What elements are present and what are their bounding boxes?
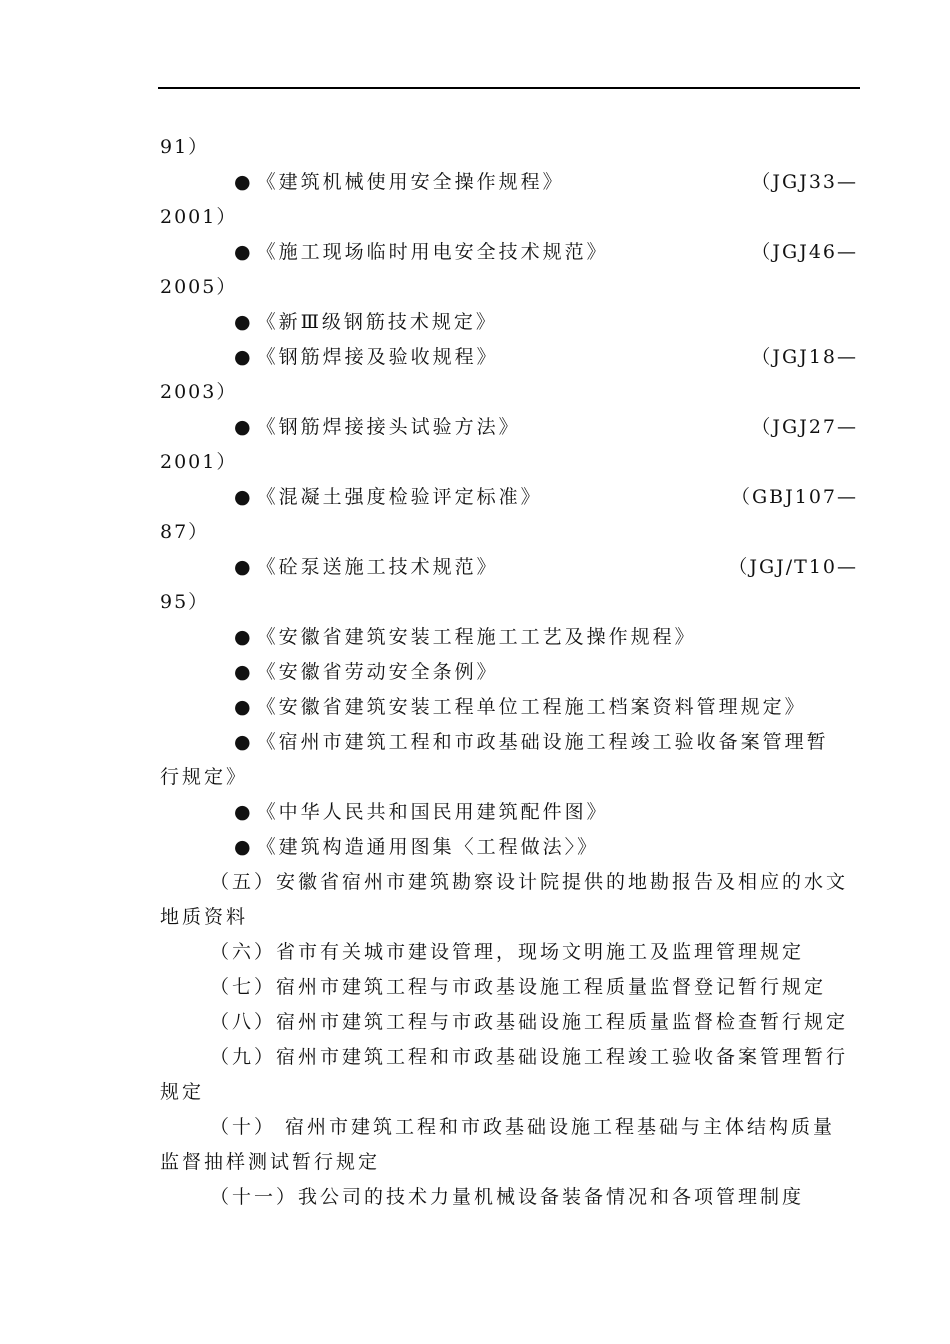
bullet-icon: ● xyxy=(234,416,251,438)
standard-title: 《钢筋焊接接头试验方法》 xyxy=(256,416,521,438)
continuation-line xyxy=(160,273,858,301)
standard-title: 《混凝土强度检验评定标准》 xyxy=(256,486,543,508)
list-item xyxy=(234,483,858,511)
bullet-icon: ● xyxy=(234,556,251,578)
text: （八）宿州市建筑工程与市政基础设施工程质量监督检查暂行规定 xyxy=(210,1011,849,1033)
continuation-line xyxy=(160,903,858,931)
continuation-line xyxy=(160,518,858,546)
continuation-line xyxy=(160,378,858,406)
text: （九）宿州市建筑工程和市政基础设施工程竣工验收备案管理暂行 xyxy=(210,1046,849,1068)
bullet-icon: ● xyxy=(234,801,251,823)
paragraph-item xyxy=(210,938,858,966)
standard-title: 《钢筋焊接及验收规程》 xyxy=(256,346,499,368)
text: （十） 宿州市建筑工程和市政基础设施工程基础与主体结构质量 xyxy=(210,1116,836,1138)
list-item xyxy=(234,693,858,721)
continuation-line xyxy=(160,1148,858,1176)
list-item xyxy=(234,623,858,651)
continuation-line xyxy=(160,763,858,791)
list-item xyxy=(234,798,858,826)
bullet-icon: ● xyxy=(234,696,251,718)
text: （十一）我公司的技术力量机械设备装备情况和各项管理制度 xyxy=(210,1186,805,1208)
bullet-icon: ● xyxy=(234,346,251,368)
standard-code: （GBJ107— xyxy=(730,486,858,508)
list-item xyxy=(234,553,858,581)
continuation-line xyxy=(160,588,858,616)
text: 2003） xyxy=(160,381,238,403)
text: 行规定》 xyxy=(160,766,249,788)
paragraph-item xyxy=(210,973,858,1001)
list-item xyxy=(234,343,858,371)
bullet-icon: ● xyxy=(234,486,251,508)
bullet-icon: ● xyxy=(234,626,251,648)
bullet-icon: ● xyxy=(234,661,251,683)
standard-code: （JGJ18— xyxy=(751,346,858,368)
continuation-line xyxy=(160,1078,858,1106)
bullet-icon: ● xyxy=(234,731,251,753)
text: 91） xyxy=(160,136,210,158)
text: 规定 xyxy=(160,1081,205,1103)
standard-title: 《安徽省劳动安全条例》 xyxy=(256,661,499,683)
standard-title: 《砼泵送施工技术规范》 xyxy=(256,556,499,578)
standard-title: 《中华人民共和国民用建筑配件图》 xyxy=(256,801,609,823)
standard-code: （JGJ/T10— xyxy=(728,556,858,578)
text: 2005） xyxy=(160,276,238,298)
text: 地质资料 xyxy=(160,906,249,928)
bullet-icon: ● xyxy=(234,241,251,263)
standard-title: 《施工现场临时用电安全技术规范》 xyxy=(256,241,609,263)
continuation-line xyxy=(160,448,858,476)
standard-title: 《安徽省建筑安装工程施工工艺及操作规程》 xyxy=(256,626,697,648)
paragraph-item xyxy=(210,1008,858,1036)
list-item xyxy=(234,238,858,266)
bullet-icon: ● xyxy=(234,836,251,858)
paragraph-item xyxy=(210,868,858,896)
bullet-icon: ● xyxy=(234,311,251,333)
text: （六）省市有关城市建设管理，现场文明施工及监理管理规定 xyxy=(210,941,805,963)
paragraph-item xyxy=(210,1183,858,1211)
standard-code: （JGJ33— xyxy=(751,171,858,193)
list-item xyxy=(234,728,858,756)
paragraph-item xyxy=(210,1113,858,1141)
standard-code: （JGJ27— xyxy=(751,416,858,438)
list-item xyxy=(234,833,858,861)
standard-title: 《新Ⅲ级钢筋技术规定》 xyxy=(256,311,498,333)
standard-title: 《安徽省建筑安装工程单位工程施工档案资料管理规定》 xyxy=(256,696,807,718)
list-item xyxy=(234,413,858,441)
text: 95） xyxy=(160,591,210,613)
text: 2001） xyxy=(160,451,238,473)
header-rule xyxy=(158,87,860,89)
text: （七）宿州市建筑工程与市政基设施工程质量监督登记暂行规定 xyxy=(210,976,827,998)
list-item xyxy=(234,168,858,196)
text: 2001） xyxy=(160,206,238,228)
paragraph-item xyxy=(210,1043,858,1071)
bullet-icon: ● xyxy=(234,171,251,193)
continuation-line xyxy=(160,133,858,161)
list-item xyxy=(234,658,858,686)
standard-title: 《宿州市建筑工程和市政基础设施工程竣工验收备案管理暂 xyxy=(256,731,829,753)
standard-title: 《建筑构造通用图集〈工程做法〉》 xyxy=(256,836,600,858)
standard-title: 《建筑机械使用安全操作规程》 xyxy=(256,171,565,193)
standard-code: （JGJ46— xyxy=(751,241,858,263)
text: 87） xyxy=(160,521,210,543)
list-item xyxy=(234,308,858,336)
continuation-line xyxy=(160,203,858,231)
text: 监督抽样测试暂行规定 xyxy=(160,1151,381,1173)
text: （五）安徽省宿州市建筑勘察设计院提供的地勘报告及相应的水文 xyxy=(210,871,849,893)
